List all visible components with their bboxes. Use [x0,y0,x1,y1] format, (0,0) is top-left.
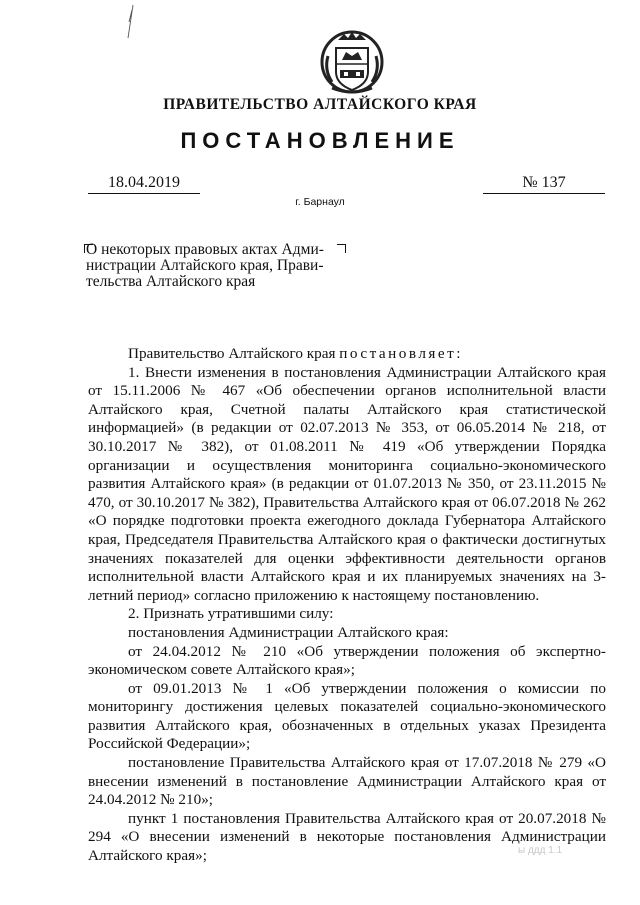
paragraph-3: постановления Администрации Алтайского края: [128,623,449,641]
paragraph-1: 1. Внести изменения в постановления Администрации Алтайского края от 15.11.2006 № 467 «Об обеспечении органов исполнительной власти Алтайского края, Счетной палаты Алтайского края статистической информацией» (в редакции от 02.07.2013 № 353, от 06.05.2014 № 218, от 30.10.2017 № 382), от 01.08.2011 № 419 «Об утверждении Порядка организации и осуществления мониторинга социально-экономического развития Алтайского края» (в редакции от 01.07.2013 № 350, от 23.11.2015 № 470, от 30.10.2017 № 382), Правительства Алтайского края от 06.07.2018 № 262 «О порядке подготовки проекта ежегодного доклада Губернатора Алтайского края, Председателя Правительства Алтайского края о фактически достигнутых значениях показателей для оценки эффективности деятельности органов исполнительной власти Алтайского края и их планируемых значениях на 3-летний период» согласно приложению к настоящему постановлению. [88,363,606,604]
faint-stamp-text: ы ддд 1.1 [518,845,563,856]
margin-pen-mark [124,4,136,40]
document-subject [86,242,348,290]
paragraph-5: от 09.01.2013 № 1 «Об утверждении положения о комиссии по мониторингу достижения целевых показателей социально-экономического развития Алтайского края, обозначенных в отдельных указах Президента Российской Федерации»; [88,679,606,753]
subject-line: О некоторых правовых актах Адми- [86,241,324,258]
subject-line: тельства Алтайского края [86,273,256,290]
paragraph-7: пункт 1 постановления Правительства Алтайского края от 20.07.2018 № 294 «О внесении изменений в некоторые постановления Администрации Алтайского края»; [88,809,606,865]
preamble [88,345,606,364]
issue-city: г. Барнаул [295,196,345,208]
document-date: 18.04.2019 [88,174,200,194]
organization-name: ПРАВИТЕЛЬСТВО АЛТАЙСКОГО КРАЯ [163,96,477,113]
document-number: № 137 [483,174,605,194]
document-type-title: ПОСТАНОВЛЕНИЕ [180,128,460,153]
altai-krai-coat-of-arms-icon [318,26,386,100]
preamble-decision-word: постановляет: [339,345,464,362]
paragraph-4: от 24.04.2012 № 210 «Об утверждении положения об экспертно-экономическом совете Алтайского края»; [88,642,606,679]
preamble-text: Правительство Алтайского края [128,345,340,362]
document-body [88,345,606,866]
paragraph-6: постановление Правительства Алтайского края от 17.07.2018 № 279 «О внесении изменений в постановление Администрации Алтайского края от 24.04.2012 № 210»; [88,754,606,809]
subject-text [86,242,344,290]
subject-line: нистрации Алтайского края, Прави- [86,257,324,274]
paragraph-2: 2. Признать утратившими силу: [128,605,334,623]
